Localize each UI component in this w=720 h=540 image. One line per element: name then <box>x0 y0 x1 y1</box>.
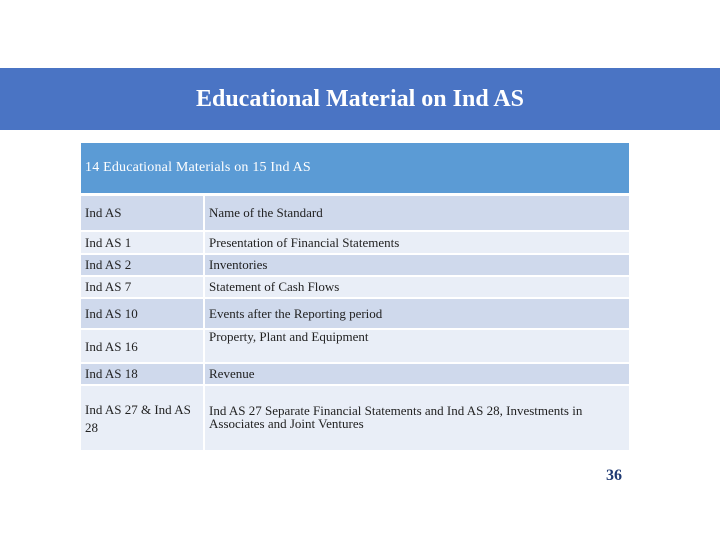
table-row <box>81 364 629 384</box>
table-cell <box>205 364 629 384</box>
standard-name: Revenue <box>209 366 255 381</box>
table-cell <box>205 232 629 253</box>
table-row <box>81 255 629 275</box>
table-row <box>81 386 629 450</box>
table-cell <box>81 299 203 328</box>
table-caption-bar <box>81 143 629 193</box>
ind-as-number: Ind AS 1 <box>85 235 132 250</box>
table-row <box>81 299 629 328</box>
slide-title: Educational Material on Ind AS <box>195 85 525 112</box>
ind-as-number: Ind AS 16 <box>85 339 138 354</box>
ind-as-number: Ind AS 7 <box>85 279 132 294</box>
header-ind-as: Ind AS <box>85 205 122 220</box>
table-header-cell <box>205 196 629 230</box>
table-header-cell <box>81 196 203 230</box>
page-number: 36 <box>606 467 622 484</box>
table-caption: 14 Educational Materials on 15 Ind AS <box>85 160 311 175</box>
table-cell <box>205 277 629 297</box>
table-cell <box>81 330 203 362</box>
table-cell <box>81 277 203 297</box>
header-name-of-standard: Name of the Standard <box>209 205 323 220</box>
table-header-row <box>81 196 629 230</box>
standard-name: Inventories <box>209 257 268 272</box>
standard-name: Property, Plant and Equipment <box>209 329 369 344</box>
standard-name: Events after the Reporting period <box>209 306 383 321</box>
ind-as-number: Ind AS 27 & Ind AS 28 <box>85 402 191 435</box>
table-cell <box>81 386 203 450</box>
table-cell <box>205 386 629 450</box>
table-row <box>81 330 629 362</box>
table-cell <box>81 232 203 253</box>
table-cell <box>205 330 629 362</box>
table-cell <box>205 255 629 275</box>
table-cell <box>81 255 203 275</box>
title-bar <box>0 68 720 130</box>
ind-as-number: Ind AS 10 <box>85 306 138 321</box>
standard-name: Ind AS 27 Separate Financial Statements and Ind AS 28, Investments in Associates and Joint Ventures <box>209 403 583 431</box>
ind-as-number: Ind AS 2 <box>85 257 132 272</box>
standard-name: Presentation of Financial Statements <box>209 235 400 250</box>
table-cell <box>205 299 629 328</box>
table-cell <box>81 364 203 384</box>
table-row <box>81 232 629 253</box>
ind-as-number: Ind AS 18 <box>85 366 138 381</box>
table-row <box>81 277 629 297</box>
standard-name: Statement of Cash Flows <box>209 279 340 294</box>
